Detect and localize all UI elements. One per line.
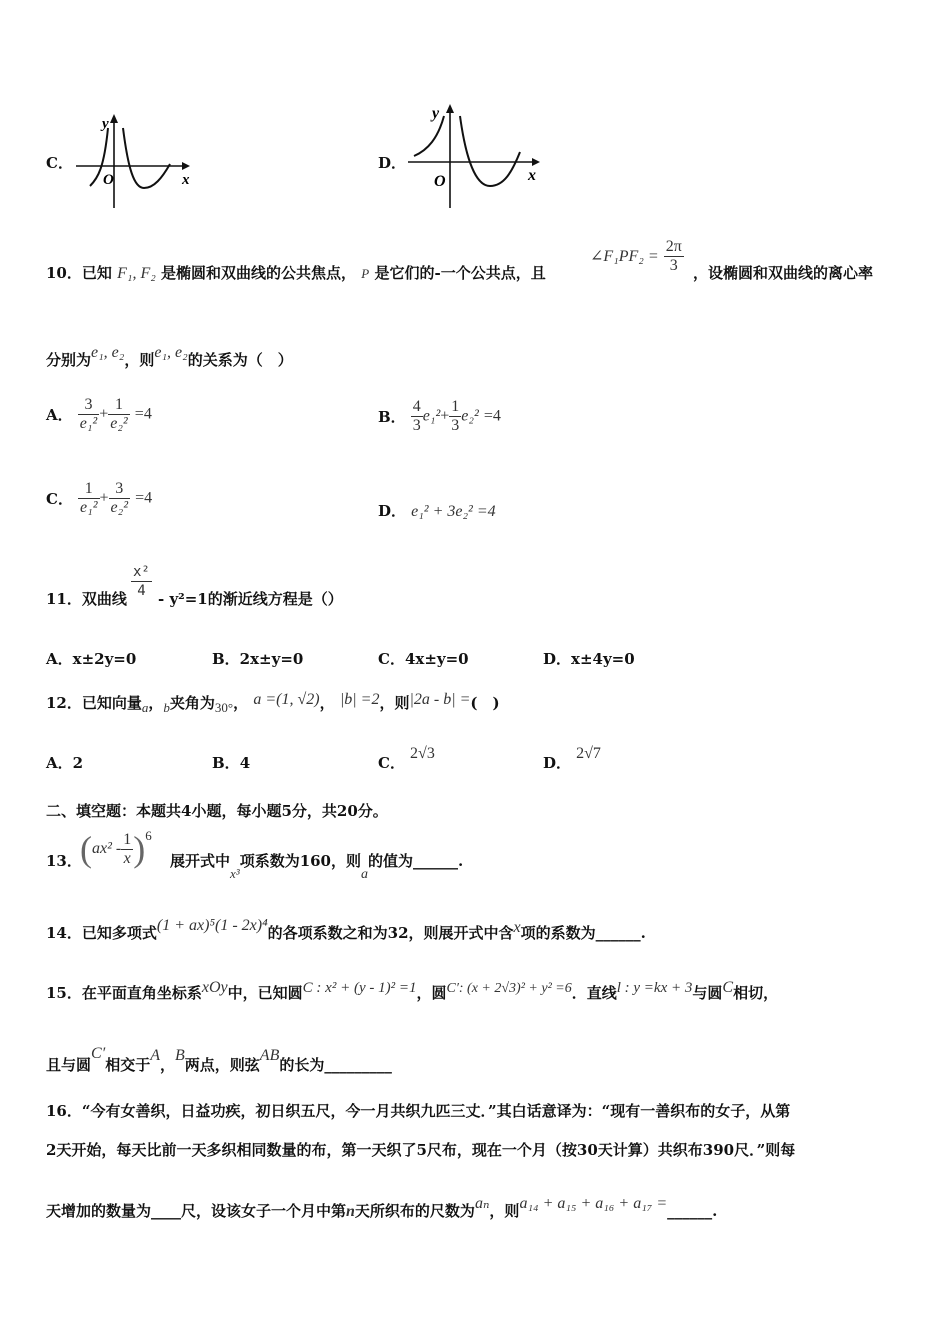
frac-num: x² [133, 564, 150, 580]
q9-option-c-label: C． [46, 154, 73, 172]
q13-number: 13． [46, 852, 82, 870]
curve-right [123, 128, 170, 188]
frac-den: x [123, 849, 131, 867]
q12-text: ， [148, 694, 164, 712]
q15-text: 中，已知圆 [227, 984, 303, 1002]
q15-xoy: xOy [201, 979, 228, 996]
q10-point-p: P [361, 266, 370, 281]
q12-text: 已知向量 [81, 694, 142, 712]
q10-angle [590, 238, 684, 275]
q12-text: ， [319, 694, 335, 712]
y-axis-label: y [432, 105, 440, 122]
rhs: =4 [483, 407, 501, 425]
q15-text: ，圆 [416, 984, 447, 1002]
x-axis-arrow [532, 158, 540, 166]
q10-e: e₁, e₂ [154, 344, 188, 361]
q13-a: a [361, 867, 368, 882]
q13-text: 项系数为160，则 [239, 852, 361, 870]
q14-number: 14． [46, 924, 82, 942]
q11-number: 11． [46, 590, 82, 608]
q16-line3 [46, 1195, 718, 1221]
q12-expr: |2a - b| = [409, 691, 471, 708]
q10-e: e₁, e₂ [91, 344, 125, 361]
q15-line1 [46, 979, 779, 1003]
frac-num: 1 [108, 396, 129, 415]
q14-poly: (1 + ax)⁵(1 - 2x)⁴ [156, 917, 268, 934]
q14-text: 已知多项式 [81, 924, 157, 942]
rhs: =4 [135, 489, 153, 507]
section-heading: 二、填空题：本题共4小题，每小题5分，共20分。 [46, 802, 388, 820]
q11-text: - y²=1的渐近线方程是（） [158, 590, 343, 608]
q15-text: 相交于 [105, 1056, 151, 1074]
q15-cprime: C′ [91, 1045, 106, 1062]
q12-vector-b: b [163, 700, 170, 715]
q11-text: 双曲线 [81, 590, 127, 608]
q12-a-value: a =(1, √2) [253, 691, 320, 708]
q15-number: 15． [46, 984, 82, 1002]
q10-angle-frac [664, 238, 684, 275]
q16-n: n [346, 1203, 355, 1220]
q11-option-b: B．2x±y=0 [212, 650, 304, 668]
q15-text: ， [159, 1056, 175, 1074]
q15-chord-ab: AB [259, 1047, 280, 1064]
frac-num: 2π [665, 238, 682, 255]
q12-b-modulus: |b| =2 [339, 691, 380, 708]
q13-text: 展开式中 [170, 852, 231, 870]
q11-option-a: A．x±2y=0 [46, 650, 137, 668]
q15-text: 的长为_________ [279, 1056, 392, 1074]
q10-text: 的关系为（ ） [187, 351, 293, 369]
q11-option-d: D．x±4y=0 [543, 650, 635, 668]
origin-label: O [434, 173, 446, 190]
frac-num: 3 [109, 480, 130, 499]
frac-den: 3 [669, 257, 678, 274]
q16-text: ，则 [489, 1202, 520, 1220]
q12-text: ( ) [470, 694, 500, 712]
frac-num: 1 [451, 398, 460, 415]
frac-den: 3 [412, 417, 421, 434]
q10-number: 10． [46, 264, 82, 282]
frac-den: 4 [137, 583, 146, 599]
q10-option-d [378, 500, 496, 521]
frac-num: 1 [123, 830, 132, 848]
q14-x: x [513, 919, 521, 936]
q15-text: 且与圆 [46, 1056, 92, 1074]
q14-stem [46, 917, 646, 943]
option-label: B． [212, 754, 240, 772]
frac-den: e₂² [110, 499, 129, 516]
q12-angle: 30° [214, 700, 234, 715]
option-label: C． [378, 754, 405, 772]
q12-option-c [378, 742, 435, 772]
q15-text: ．直线 [571, 984, 617, 1002]
frac-num: 3 [78, 396, 99, 415]
q10-text: ，则 [124, 351, 155, 369]
q12-vector-a: a [141, 700, 149, 715]
q15-line2 [46, 1045, 392, 1075]
q16-text: 天所织布的尺数为 [354, 1202, 475, 1220]
q12-text: ， [233, 694, 249, 712]
q12-stem [46, 692, 500, 713]
q15-line-l: l : y =kx + 3 [616, 980, 693, 996]
q13-rest [170, 850, 464, 882]
q15-c: C [722, 979, 734, 996]
q15-circle-c: C : x² + (y - 1)² =1 [302, 980, 417, 996]
x-axis-label: x [528, 167, 536, 184]
frac-den: 3 [451, 417, 460, 434]
q11-option-c: C．4x±y=0 [378, 650, 469, 668]
expr: e₁² + 3e₂² =4 [411, 503, 496, 520]
q13-base: ax² - [92, 840, 122, 857]
y-axis-arrow [110, 114, 118, 123]
q10-angle-expr: ∠F₁PF₂ = [590, 248, 659, 265]
q16-line2: 2天开始，每天比前一天多织相同数量的布，第一天织了5尺布，现在一个月（按30天计算）共织布390尺．”则每 [46, 1141, 796, 1159]
frac-den: e₁² [80, 499, 98, 516]
q9-option-c-graph [68, 108, 198, 212]
q10-line1 [46, 262, 546, 283]
q9-option-d-graph [400, 98, 550, 212]
q15-point-b: B [175, 1047, 185, 1064]
q12-option-d [543, 742, 601, 772]
q13-x3: x³ [230, 866, 240, 881]
option-label: A． [46, 754, 73, 772]
q15-text: 与圆 [692, 984, 723, 1002]
rhs: =4 [134, 405, 152, 423]
x-axis-label: x [182, 172, 190, 188]
q10-foci: F₁, F₂ [117, 265, 156, 282]
q14-text: 的各项系数之和为32，则展开式中含 [267, 924, 514, 942]
q11-frac [131, 563, 152, 600]
frac-num: 1 [78, 480, 99, 499]
q12-number: 12． [46, 694, 82, 712]
q16-text: 天增加的数量为____尺，设该女子一个月中第 [46, 1202, 347, 1220]
q12-option-a [46, 752, 83, 773]
q16-an: aₙ [474, 1195, 490, 1212]
q13-text: 的值为______. [368, 852, 464, 870]
q13-expression: (ax² - $\frac{1}{x}$ )$^6$ [80, 828, 152, 869]
q16-text: ______. [667, 1202, 718, 1220]
q14-text: 项的系数为______. [520, 924, 646, 942]
y-axis-label: y [102, 116, 109, 132]
q15-text: 在平面直角坐标系 [81, 984, 202, 1002]
q10-text: ，设椭圆和双曲线的离心率 [693, 264, 874, 282]
curve-left [414, 116, 444, 156]
option-value: 2√3 [410, 745, 435, 762]
q15-text: 两点，则弦 [184, 1056, 260, 1074]
option-value: 4 [239, 754, 251, 772]
origin-label: O [103, 172, 114, 188]
option-label: D． [543, 754, 572, 772]
q10-option-b: B． $\frac{4}{3}$ e₁²+ $\frac{1}{3}$ e₂² =4 [378, 398, 501, 434]
q10-text: 已知 [81, 264, 112, 282]
option-label: B． [378, 408, 406, 426]
q10-text: 是它们的-一个公共点，且 [374, 264, 546, 282]
option-value: 2√7 [576, 745, 601, 762]
q9-option-d-label: D． [378, 154, 407, 172]
y-axis-arrow [446, 104, 454, 113]
q12-text: 夹角为 [169, 694, 215, 712]
q10-option-a: A． $\frac{3}{\text{e₁²}}$ + $\frac{1}{\text{e₂²}}$ =4 [46, 396, 152, 432]
curve-right [460, 116, 520, 186]
q15-circle-c2: C′: (x + 2√3)² + y² =6 [446, 981, 572, 996]
option-label: A． [46, 406, 73, 424]
q12-text: ，则 [379, 694, 410, 712]
frac-den: e₁² [79, 415, 98, 432]
q10-text: 是椭圆和双曲线的公共焦点， [161, 264, 357, 282]
term: e₂² [461, 407, 479, 425]
q15-point-a: A [150, 1047, 160, 1064]
q10-text: 分别为 [46, 351, 92, 369]
q12-option-b [212, 752, 250, 773]
q16-line1: 16．“今有女善织，日益功疾，初日织五尺，今一月共织九匹三丈．”其白话意译为：“现有一善织布的女子，从第 [46, 1102, 791, 1120]
q16-sum: a₁₄ + a₁₅ + a₁₆ + a₁₇ = [519, 1195, 668, 1212]
frac-num: 4 [412, 398, 421, 415]
term: e₁² [422, 407, 441, 425]
option-label: C． [46, 490, 73, 508]
option-label: D． [378, 502, 407, 520]
q10-option-c: C． $\frac{1}{\text{e₁²}}$ + $\frac{3}{\text{e₂²}}$ =4 [46, 480, 153, 516]
q13-exponent: 6 [145, 828, 152, 843]
option-value: 2 [72, 754, 84, 772]
q15-text: 相切， [733, 984, 779, 1002]
frac-den: e₂² [110, 415, 128, 432]
q10-line2 [46, 344, 293, 370]
x-axis-arrow [182, 162, 190, 170]
q11-stem [46, 588, 127, 609]
